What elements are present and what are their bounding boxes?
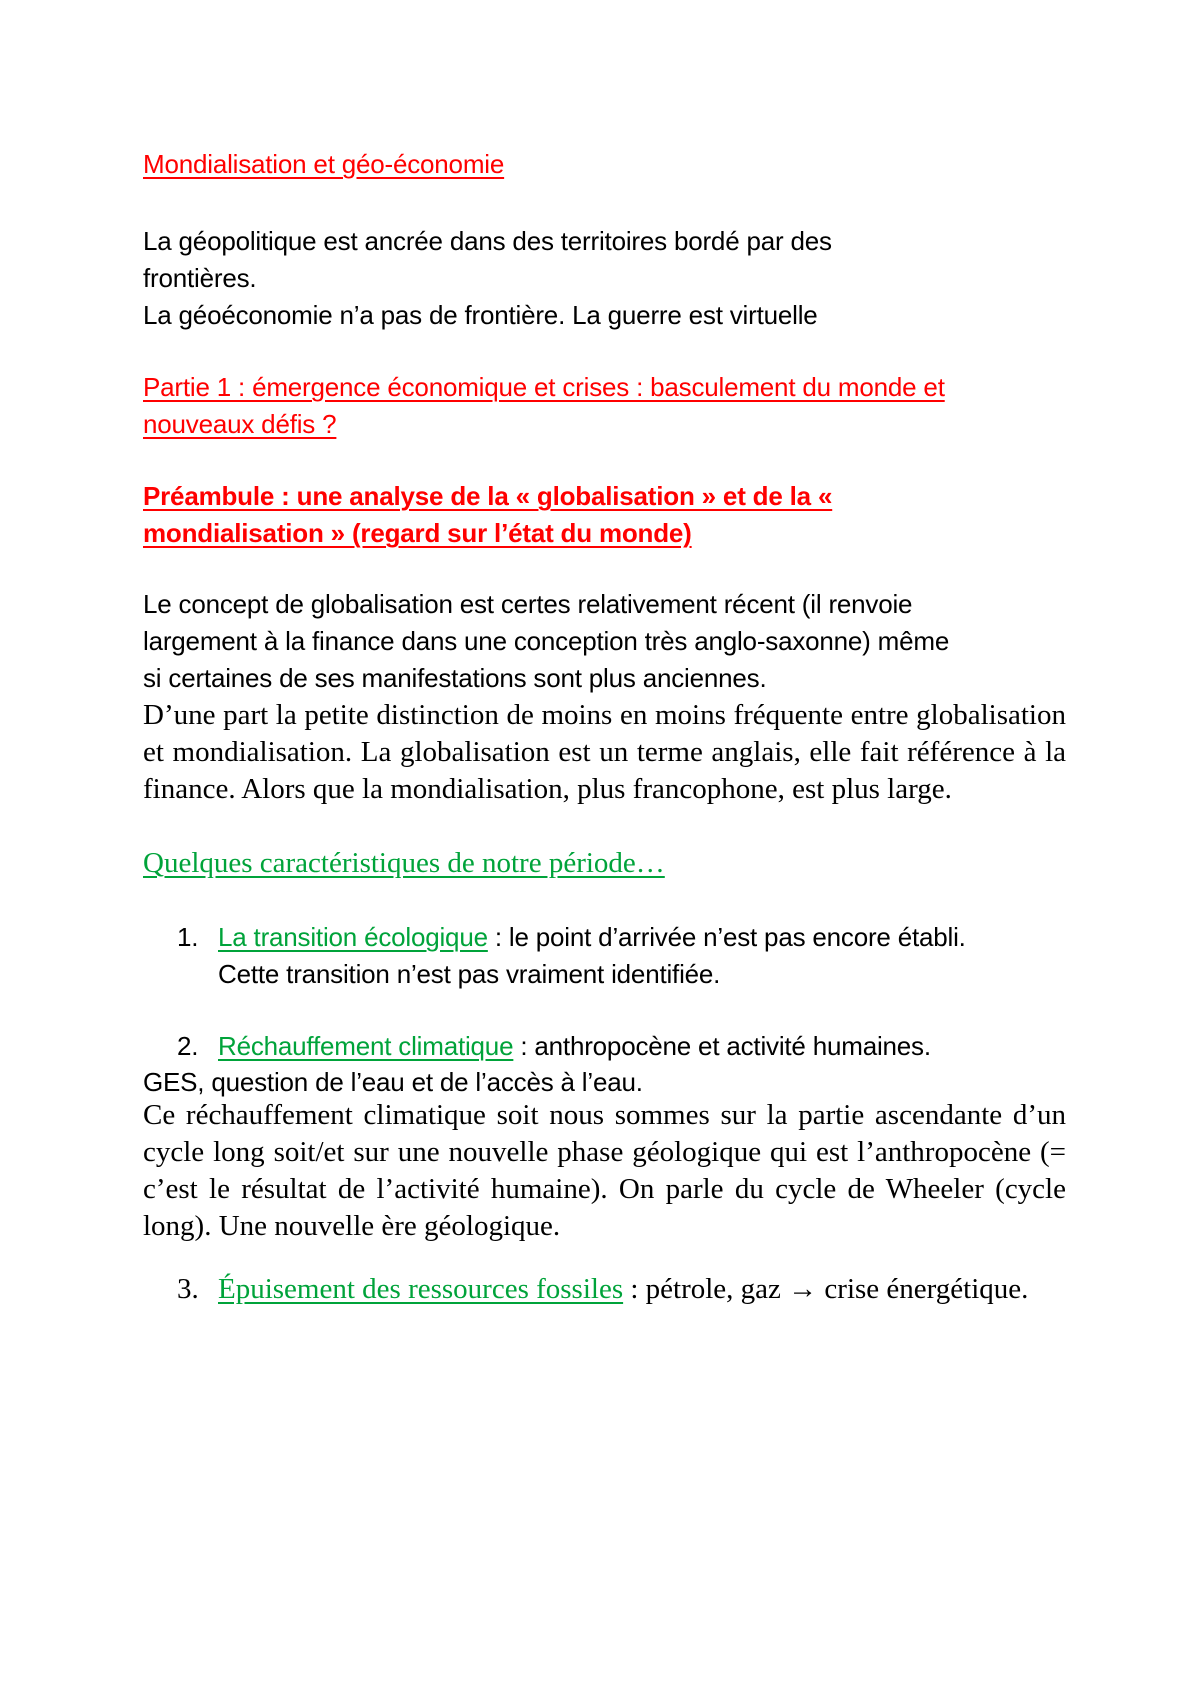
intro-line-1: La géopolitique est ancrée dans des territoires bordé par des frontières. [143,226,832,293]
list-item-term: Épuisement des ressources fossiles [218,1273,624,1305]
rechauffement-paragraph: Ce réchauffement climatique soit nous sommes sur la partie ascendante d’un cycle long soit/et sur une nouvelle phase géologique qui est l’anthropocène (= c’est le résultat de l’activité humaine). On parle du cycle de Wheeler (cycle long). Une nouvelle ère géologique. [143,1099,1066,1242]
list-item-text: : anthropocène et activité humaines. [513,1031,931,1061]
preambule-heading: Préambule : une analyse de la « globalisation » et de la « mondialisation » (regard sur l’état du monde) [143,481,833,548]
list-item-content [218,1028,1066,1065]
document-title: Mondialisation et géo-économie [143,149,505,179]
list-item-term: Réchauffement climatique [218,1031,514,1061]
ges-line: GES, question de l’eau et de l’accès à l’eau. [143,1067,643,1097]
characteristics-heading: Quelques caractéristiques de notre période… [143,847,665,879]
list-item-content [218,1271,1066,1308]
list-item-term: La transition écologique [218,922,488,952]
intro-line-2: La géoéconomie n’a pas de frontière. La guerre est virtuelle [143,300,818,330]
list-item-number: 1. [177,922,199,952]
list-item-text: : le point d’arrivée n’est pas encore établi. Cette transition n’est pas vraiment identifiée. [218,922,966,989]
list-item-number: 2. [177,1031,199,1061]
partie-1-heading: Partie 1 : émergence économique et crises : basculement du monde et nouveaux défis ? [143,372,945,439]
concept-paragraph: Le concept de globalisation est certes relativement récent (il renvoie largement à la finance dans une conception très anglo-saxonne) même si certaines de ses manifestations sont plus anciennes. [143,589,950,693]
list-item-number: 3. [177,1273,199,1305]
list-item-text: : pétrole, gaz → crise énergétique. [623,1273,1029,1305]
distinction-paragraph: D’une part la petite distinction de moins en moins fréquente entre globalisation et mondialisation. La globalisation est un terme anglais, elle fait référence à la finance. Alors que la mondialisation, plus francophone, est plus large. [143,699,1066,805]
list-item-content [218,919,1018,993]
